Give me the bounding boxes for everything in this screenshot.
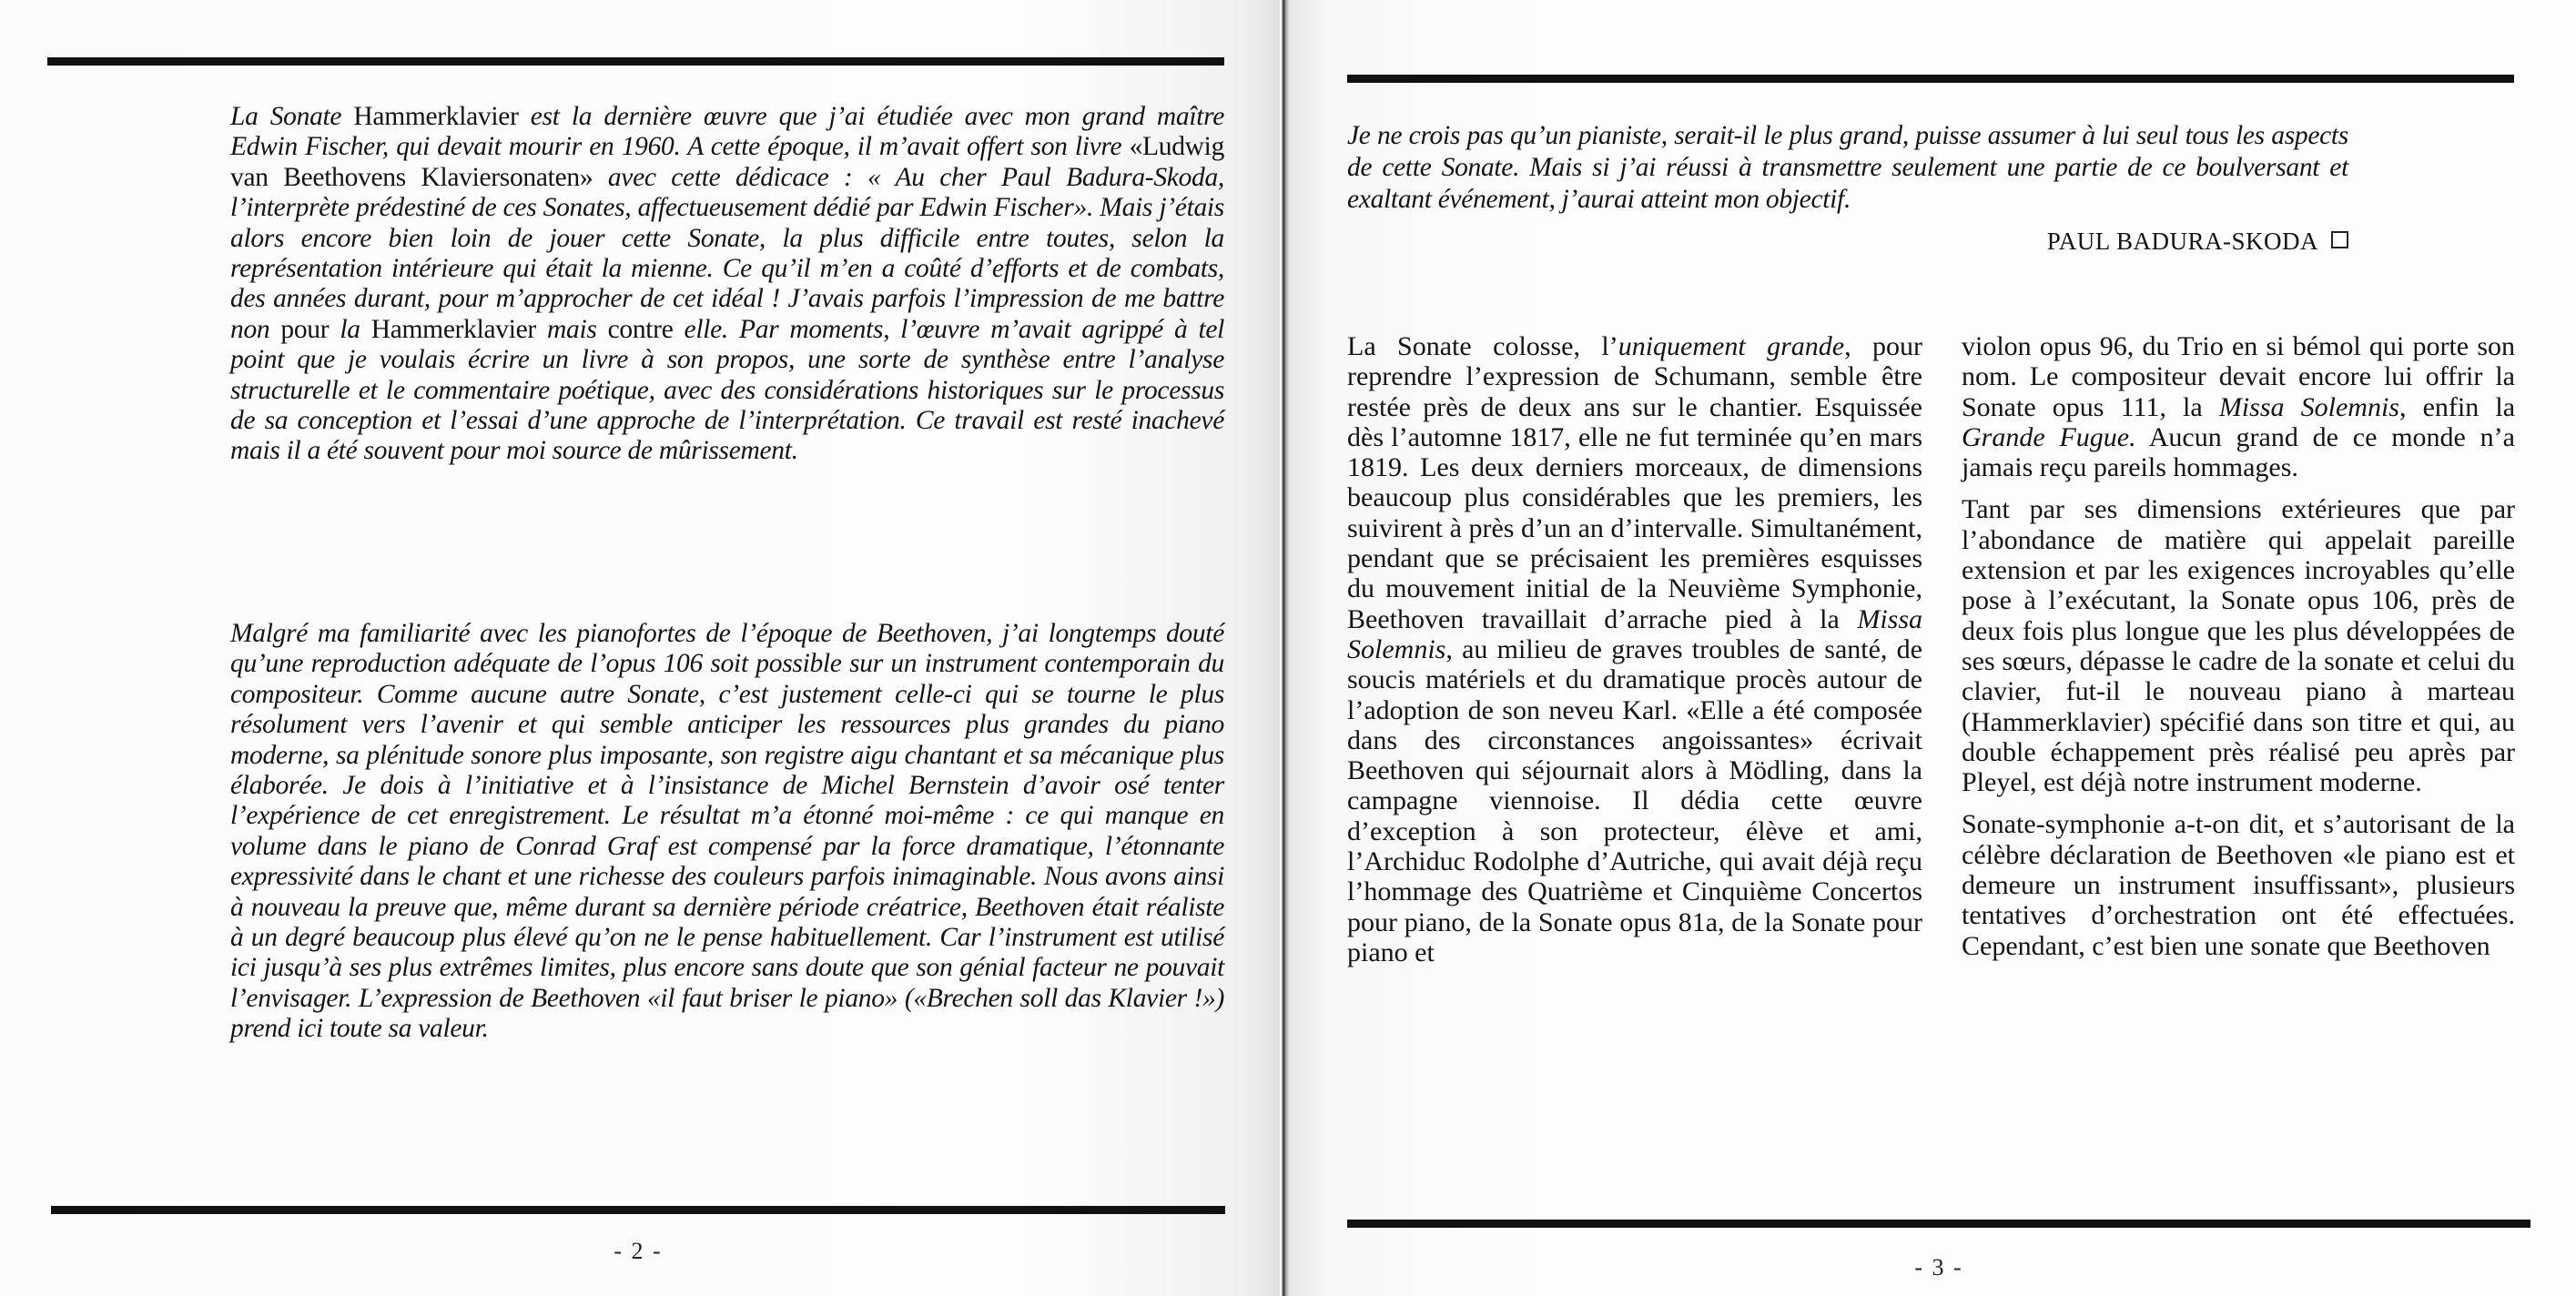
bottom-rule-left <box>51 1206 1225 1214</box>
text-run: Aucun grand de ce monde n’a jamais reçu pareils hommages. <box>1962 421 2515 483</box>
column-2 <box>1962 331 2515 973</box>
work-title: Grande Fugue. <box>1962 421 2136 452</box>
left-paragraph-2 <box>230 619 1224 1045</box>
text-run: avec cette dédicace : « Au cher Paul Badura-Skoda, l’interprète prédestiné de ces Sonates, affectueusement dédié par Edwin Fischer». Mais j’étais alors encore bien loin de jouer cette Sonate, la plus difficile entre toutes, selon la représentation intérieure qui était la mienne. Ce qu’il m’en a coûté d’efforts et de combats, des années durant, pour m’approcher de cet idéal ! J’avais parfois l’impression de me battre non <box>230 162 1224 344</box>
paragraph-text: Sonate-symphonie a-t-on dit, et s’autorisant de la célèbre déclaration de Beethoven «le piano est et demeure un instrument insuffissant», plusieurs tentatives d’orchestration ont été effectuées. Cependant, c’est bien une sonate que Beethoven <box>1962 809 2515 961</box>
signature-text: PAUL BADURA-SKODA <box>2046 228 2318 255</box>
text-run: contre <box>607 314 674 344</box>
text-run: est la dernière œuvre que j’ai étudiée avec mon grand maître Edwin Fischer, qui devait mourir en 1960. A cette époque, il m’avait offert son livre <box>230 102 1224 162</box>
text-run: la <box>340 314 360 344</box>
quote-text: Je ne crois pas qu’un pianiste, serait-il le plus grand, puisse assumer à lui seul tous les aspects de cette Sonate. Mais si j’ai réussi à transmettre seulement une partie de ce boulversant et exaltant événement, j’aurai atteint mon objectif. <box>1347 121 2348 214</box>
book-spine <box>1278 0 1289 1296</box>
text-run: elle. Par moments, l’œuvre m’avait agrippé à tel point que je voulais écrire un livre à son propos, une sorte de synthèse entre l’analyse structurelle et le commentaire poétique, avec des considérations historiques sur le processus de sa conception et l’essai d’une approche de l’interprétation. Ce travail est resté inachevé mais il a été souvent pour moi source de mûrissement. <box>230 314 1225 466</box>
italic-phrase: uniquement grande <box>1618 331 1845 361</box>
author-signature <box>2047 228 2348 256</box>
text-run: , enfin la <box>2399 391 2516 422</box>
lead-italic: La Sonate <box>230 102 342 131</box>
work-title: Missa Solemnis <box>2218 391 2399 422</box>
hollow-square-icon <box>2331 231 2348 248</box>
column-1 <box>1347 331 1922 979</box>
paragraph-text: Malgré ma familiarité avec les pianofortes de l’époque de Beethoven, j’ai longtemps douté qu’une reproduction adéquate de l’opus 106 soit possible sur un instrument contemporain du compositeur. Comme aucune autre Sonate, c’est justement celle-ci qui se tourne le plus résolument vers l’avenir et qui semble anticiper les ressources plus grandes du piano moderne, sa plénitude sonore plus imposante, son registre aigu chantant et sa mécanique plus élaborée. Je dois à l’initiative et à l’insistance de Michel Bernstein d’avoir osé tenter l’expérience de cet enregistrement. Le résultat m’a étonné moi-même : ce qui manque en volume dans le piano de Conrad Graf est compensé par la force dramatique, l’étonnante expressivité dans le chant et une richesse des couleurs parfois inimaginable. Nous avons ainsi à nouveau la preuve que, même durant sa dernière période créatrice, Beethoven était réaliste à un degré beaucoup plus élevé qu’on ne le pense habituellement. Car l’instrument est utilisé ici jusqu’à ses plus extrêmes limites, plus encore sans doute que son génial facteur ne pouvait l’envisager. L’expression de Beethoven «il faut briser le piano» («Brechen soll das Klavier !») prend ici toute sa valeur. <box>230 619 1224 1044</box>
text-run: pour <box>280 314 330 344</box>
hammerklavier-title: Hammerklavier <box>353 102 519 131</box>
page-number-left: - 2 - <box>614 1238 663 1264</box>
top-rule-left <box>47 57 1224 66</box>
text-run: violon opus 96, du Trio en si bémol qui porte son nom. Le compositeur devait encore lui offrir la Sonate opus 111, la <box>1962 331 2515 422</box>
text-run: , pour reprendre l’expression de Schumann, semble être restée près de deux ans sur le chantier. Esquissée dès l’automne 1817, elle ne fut terminée qu’en mars 1819. Les deux derniers morceaux, de dimensions beaucoup plus considérables que les premiers, les suivirent à près d’un an d’intervalle. Simultanément, pendant que se précisaient les premières esquisses du mouvement initial de la Neuvième Symphonie, Beethoven travaillait d’arrache pied à la <box>1347 331 1922 634</box>
text-run: mais <box>547 314 597 344</box>
text-run: , au milieu de graves troubles de santé, de soucis matériels et du dramatique procès autour de l’adoption de son neveu Karl. «Elle a été composée dans des circonstances angoissantes» écrivait Beethoven qui séjournait alors à Mödling, dans la campagne viennoise. Il dédia cette œuvre d’exception à son protecteur, élève et ami, l’Archiduc Rodolphe d’Autriche, qui avait déjà reçu l’hommage des Quatrième et Cinquième Concertos pour piano, de la Sonate opus 81a, de la Sonate pour piano et <box>1347 633 1922 967</box>
closing-quote <box>1347 120 2348 216</box>
text-run: La Sonate colosse, l’ <box>1347 331 1618 361</box>
left-page <box>0 0 1278 1296</box>
top-rule-right <box>1347 75 2514 83</box>
bottom-rule-right <box>1347 1220 2530 1228</box>
hammerklavier-title: Hammerklavier <box>370 314 536 344</box>
work-title: Missa Solemnis <box>1347 603 1923 664</box>
book-title: «Ludwig van Beethovens Klaviersonaten» <box>230 132 1225 192</box>
page-number-right: - 3 - <box>1914 1254 1963 1281</box>
paragraph-text: Tant par ses dimensions extérieures que par l’abondance de matière qui appelait pareille extension et par les exigences incroyables qu’elle pose à l’exécutant, la Sonate opus 106, près de deux fois plus longue que les plus développées de ses sœurs, dépasse le cadre de la sonate et celui du clavier, fut-il le nouveau piano à marteau (Hammerklavier) spécifié dans son titre et qui, au double échappement près réalisé peu après par Pleyel, est déjà notre instrument moderne. <box>1962 494 2515 798</box>
left-paragraph-1 <box>230 102 1224 467</box>
